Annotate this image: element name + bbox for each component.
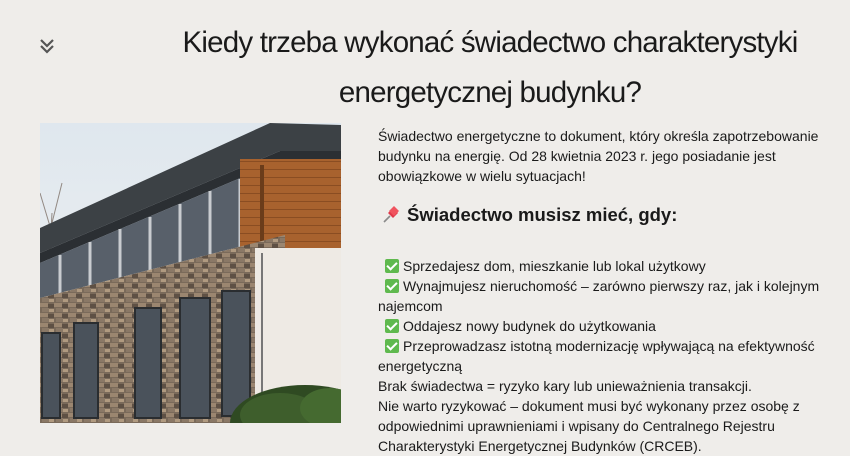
- check-box-icon: [385, 319, 399, 333]
- check-box-icon: [385, 279, 399, 293]
- building-photo: [40, 123, 341, 423]
- list-item: Wynajmujesz nieruchomość – zarówno pierwszy raz, jak i kolejnym najemcom: [378, 278, 820, 314]
- list-item: Przeprowadzasz istotną modernizację wpływającą na efektywność energetyczną: [378, 338, 815, 374]
- section-heading-text: Świadectwo musisz mieć, gdy:: [407, 204, 678, 225]
- check-box-icon: [385, 339, 399, 353]
- check-box-icon: [385, 259, 399, 273]
- list-item: Oddajesz nowy budynek do użytkowania: [378, 316, 850, 336]
- intro-paragraph: Świadectwo energetyczne to dokument, który określa zapotrzebowanie budynku na energię. Od 28 kwietnia 2023 r. jego posiadanie jest obowiązkowe w wielu sytuacjach!: [378, 128, 819, 184]
- section-heading: [381, 202, 850, 228]
- requirements-list: [378, 256, 850, 376]
- pushpin-icon: [381, 205, 401, 225]
- note-text: Nie warto ryzykować – dokument musi być wykonany przez osobę z odpowiednimi uprawnieniami i wpisany do Centralnego Rejestru Charakterystyki Energetycznej Budynków (CRCEB).: [378, 398, 800, 454]
- double-chevron-down-icon[interactable]: [38, 37, 58, 55]
- article-body: [378, 126, 850, 456]
- warning-text: Brak świadectwa = ryzyko kary lub unieważnienia transakcji.: [378, 378, 752, 394]
- page-title: Kiedy trzeba wykonać świadectwo charakterystyki energetycznej budynku?: [182, 26, 798, 109]
- list-item: Sprzedajesz dom, mieszkanie lub lokal użytkowy: [378, 256, 850, 276]
